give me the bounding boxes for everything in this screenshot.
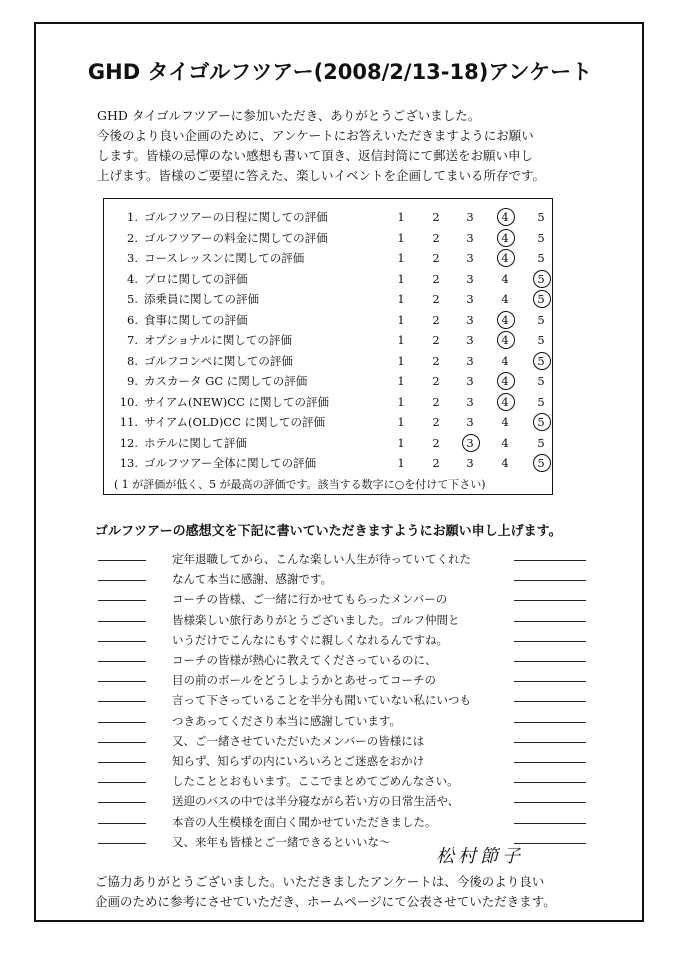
essay-text: 言って下さっていることを半分も聞いていない私にいつも (172, 693, 471, 708)
essay-heading: ゴルフツアーの感想文を下記に書いていただきますようにお願い申し上げます。 (95, 524, 562, 539)
question-label: サイアム(NEW)CC に関しての評価 (144, 394, 330, 409)
question-label: 食事に関しての評価 (144, 312, 248, 327)
score-option[interactable]: 5 (537, 333, 545, 347)
score-option[interactable]: 3 (466, 292, 474, 306)
essay-text: つきあってくださり本当に感謝しています。 (172, 713, 401, 728)
essay-line (0, 771, 680, 793)
score-option[interactable]: 1 (397, 435, 405, 450)
essay-line (0, 670, 680, 692)
closing-note (95, 872, 615, 912)
rating-table (103, 198, 553, 495)
score-option[interactable]: 1 (397, 394, 405, 409)
score-option[interactable]: 3 (466, 415, 474, 429)
essay-line (0, 610, 680, 632)
score-option[interactable]: 3 (466, 312, 474, 327)
selected-score[interactable]: 4 (494, 228, 516, 248)
score-option[interactable]: 1 (397, 312, 405, 327)
essay-text: 本音の人生模様を面白く聞かせていただきました。 (172, 814, 437, 829)
closing-line: ご協力ありがとうございました。いただきましたアンケートは、今後のより良い (95, 874, 545, 889)
essay-text: 又、来年も皆様とご一緒できるといいな～ (172, 834, 391, 849)
rule-line-left (98, 641, 146, 642)
question-row (104, 330, 552, 350)
rule-line-right (514, 722, 586, 723)
essay-line (0, 711, 680, 733)
selected-score[interactable]: 4 (494, 248, 516, 268)
survey-title: GHD タイゴルフツアー(2008/2/13-18)アンケート (87, 60, 593, 84)
score-option[interactable]: 3 (466, 394, 474, 409)
rule-line-left (98, 701, 146, 702)
selected-score[interactable]: 5 (530, 412, 552, 432)
score-option[interactable]: 2 (432, 435, 440, 450)
score-option[interactable]: 2 (432, 456, 440, 470)
question-number: 5. (127, 292, 138, 306)
question-row (104, 371, 552, 391)
essay-text: 又、ご一緒させていただいたメンバーの皆様には (172, 733, 425, 748)
intro-line: します。皆様の忌憚のない感想も書いて頂き、返信封筒にて郵送をお願い申し (97, 148, 534, 163)
score-option[interactable]: 1 (397, 333, 405, 347)
question-label: ゴルフツアーの日程に関しての評価 (144, 210, 328, 224)
scale-note: ( 1 が評価が低く、5 が最高の評価です。該当する数字に○を付けて下さい) (114, 478, 486, 491)
score-option[interactable]: 1 (397, 415, 405, 429)
signature: 松村節子 (436, 846, 524, 867)
score-option[interactable]: 4 (501, 415, 509, 429)
question-row (104, 433, 552, 453)
question-label: ゴルフツアーの料金に関しての評価 (144, 230, 328, 245)
score-option[interactable]: 3 (466, 210, 474, 224)
question-row (104, 412, 552, 432)
score-option[interactable]: 2 (432, 230, 440, 245)
question-row (104, 269, 552, 289)
rule-line-left (98, 661, 146, 662)
question-row (104, 207, 552, 227)
question-label: サイアム(OLD)CC に関しての評価 (144, 415, 326, 429)
question-label: コースレッスンに関しての評価 (144, 251, 305, 265)
selected-score[interactable]: 4 (494, 392, 516, 412)
essay-line (0, 812, 680, 834)
selected-score[interactable]: 4 (494, 371, 516, 391)
rule-line-right (514, 782, 586, 783)
score-option[interactable]: 1 (397, 271, 405, 286)
essay-text: 皆様楽しい旅行ありがとうございました。ゴルフ仲間と (172, 612, 460, 627)
rule-line-left (98, 823, 146, 824)
score-option[interactable]: 4 (501, 456, 509, 470)
rule-line-right (514, 802, 586, 803)
question-number: 2. (127, 230, 138, 245)
score-option[interactable]: 1 (397, 374, 405, 388)
rule-line-right (514, 600, 586, 601)
intro-line: 今後のより良い企画のために、アンケートにお答えいただきますようにお願い (97, 128, 534, 143)
question-number: 4. (127, 271, 138, 286)
essay-line (0, 650, 680, 672)
selected-score[interactable]: 5 (530, 453, 552, 473)
essay-text: なんて本当に感謝、感謝です。 (172, 572, 333, 587)
score-option[interactable]: 4 (501, 292, 509, 306)
score-option[interactable]: 3 (466, 353, 474, 368)
score-option[interactable]: 1 (397, 292, 405, 306)
essay-line (0, 731, 680, 753)
essay-line (0, 690, 680, 712)
rule-line-right (514, 661, 586, 662)
intro-paragraph (97, 106, 602, 186)
intro-line: 上げます。皆様のご要望に答えた、楽しいイベントを企画してまいる所存です。 (97, 168, 546, 183)
selected-score[interactable]: 5 (530, 269, 552, 289)
rule-line-left (98, 560, 146, 561)
question-row (104, 453, 552, 473)
rule-line-left (98, 722, 146, 723)
rule-line-left (98, 621, 146, 622)
question-row (104, 289, 552, 309)
question-number: 6. (127, 312, 138, 327)
rule-line-left (98, 681, 146, 682)
essay-line (0, 549, 680, 571)
selected-score[interactable]: 4 (494, 330, 516, 350)
question-label: プロに関しての評価 (144, 271, 248, 286)
essay-line (0, 569, 680, 591)
selected-score[interactable]: 4 (494, 207, 516, 227)
question-label: ゴルフツアー全体に関しての評価 (144, 456, 317, 470)
score-option[interactable]: 3 (466, 230, 474, 245)
score-option[interactable]: 3 (466, 271, 474, 286)
essay-text: コーチの皆様が熱心に教えてくださっているのに、 (172, 653, 437, 667)
score-option[interactable]: 5 (537, 374, 545, 388)
score-option[interactable]: 3 (466, 456, 474, 470)
score-option[interactable]: 2 (432, 415, 440, 429)
essay-text: 定年退職してから、こんな楽しい人生が待っていてくれた (172, 552, 471, 566)
question-number: 1. (127, 210, 138, 224)
rule-line-right (514, 843, 586, 844)
score-option[interactable]: 2 (432, 353, 440, 368)
score-option[interactable]: 5 (537, 210, 545, 224)
score-option[interactable]: 3 (466, 333, 474, 347)
score-option[interactable]: 4 (501, 353, 509, 368)
essay-text: いうだけでこんなにもすぐに親しくなれるんですね。 (172, 632, 448, 647)
question-row (104, 351, 552, 371)
rule-line-right (514, 560, 586, 561)
intro-line: GHD タイゴルフツアーに参加いただき、ありがとうございました。 (97, 108, 481, 123)
score-option[interactable]: 2 (432, 271, 440, 286)
essay-line (0, 751, 680, 773)
essay-text: 知らず、知らずの内にいろいろとご迷惑をおかけ (172, 754, 425, 768)
rule-line-left (98, 762, 146, 763)
rule-line-left (98, 782, 146, 783)
selected-score[interactable]: 5 (530, 351, 552, 371)
score-option[interactable]: 2 (432, 210, 440, 224)
score-option[interactable]: 5 (537, 394, 545, 409)
question-number: 8. (127, 353, 138, 368)
question-row (104, 310, 552, 330)
rule-line-right (514, 762, 586, 763)
selected-score[interactable]: 5 (530, 289, 552, 309)
score-option[interactable]: 5 (537, 251, 545, 265)
rule-line-right (514, 701, 586, 702)
rule-line-left (98, 843, 146, 844)
selected-score[interactable]: 4 (494, 310, 516, 330)
score-option[interactable]: 1 (397, 230, 405, 245)
question-number: 3. (127, 251, 138, 265)
rule-line-right (514, 742, 586, 743)
rule-line-right (514, 580, 586, 581)
rule-line-right (514, 621, 586, 622)
question-number: 13. (119, 456, 138, 470)
question-number: 10. (119, 394, 138, 409)
question-label: カスカータ GC に関しての評価 (144, 374, 308, 388)
question-row (104, 228, 552, 248)
rule-line-right (514, 823, 586, 824)
score-option[interactable]: 5 (537, 312, 545, 327)
rule-line-left (98, 600, 146, 601)
closing-line: 企画のために参考にさせていただき、ホームページにて公表させていただきます。 (95, 894, 556, 909)
score-option[interactable]: 1 (397, 251, 405, 265)
question-label: ホテルに関して評価 (144, 435, 247, 450)
essay-text: 目の前のボールをどうしようかとあせってコーチの (172, 673, 437, 688)
question-row (104, 248, 552, 268)
question-number: 12. (119, 435, 138, 450)
rule-line-right (514, 681, 586, 682)
question-number: 7. (127, 333, 138, 347)
score-option[interactable]: 1 (397, 353, 405, 368)
score-option[interactable]: 1 (397, 210, 405, 224)
question-label: オプショナルに関しての評価 (144, 333, 292, 347)
question-row (104, 392, 552, 412)
question-label: 添乗員に関しての評価 (144, 292, 259, 306)
score-option[interactable]: 3 (466, 251, 474, 265)
question-label: ゴルフコンペに関しての評価 (144, 353, 293, 368)
score-option[interactable]: 5 (537, 435, 545, 450)
essay-line (0, 832, 680, 854)
score-option[interactable]: 2 (432, 292, 440, 306)
score-option[interactable]: 1 (397, 456, 405, 470)
rule-line-right (514, 641, 586, 642)
score-option[interactable]: 5 (537, 230, 545, 245)
essay-line (0, 589, 680, 611)
essay-text: したこととおもいます。ここでまとめてごめんなさい。 (172, 774, 459, 789)
selected-score[interactable]: 3 (459, 433, 481, 453)
score-option[interactable]: 4 (501, 435, 509, 450)
rule-line-left (98, 802, 146, 803)
essay-text: 送迎のバスの中では半分寝ながら若い方の日常生活や、 (172, 794, 460, 809)
question-number: 11. (119, 415, 138, 429)
rule-line-left (98, 742, 146, 743)
rule-line-left (98, 580, 146, 581)
score-option[interactable]: 2 (432, 312, 440, 327)
score-option[interactable]: 3 (466, 374, 474, 388)
question-number: 9. (127, 374, 138, 388)
score-option[interactable]: 2 (432, 374, 440, 388)
score-option[interactable]: 2 (432, 394, 440, 409)
essay-line (0, 630, 680, 652)
score-option[interactable]: 4 (501, 271, 509, 286)
essay-text: コーチの皆様、ご一緒に行かせてもらったメンバーの (172, 592, 448, 607)
score-option[interactable]: 2 (432, 333, 440, 347)
essay-line (0, 791, 680, 813)
score-option[interactable]: 2 (432, 251, 440, 265)
